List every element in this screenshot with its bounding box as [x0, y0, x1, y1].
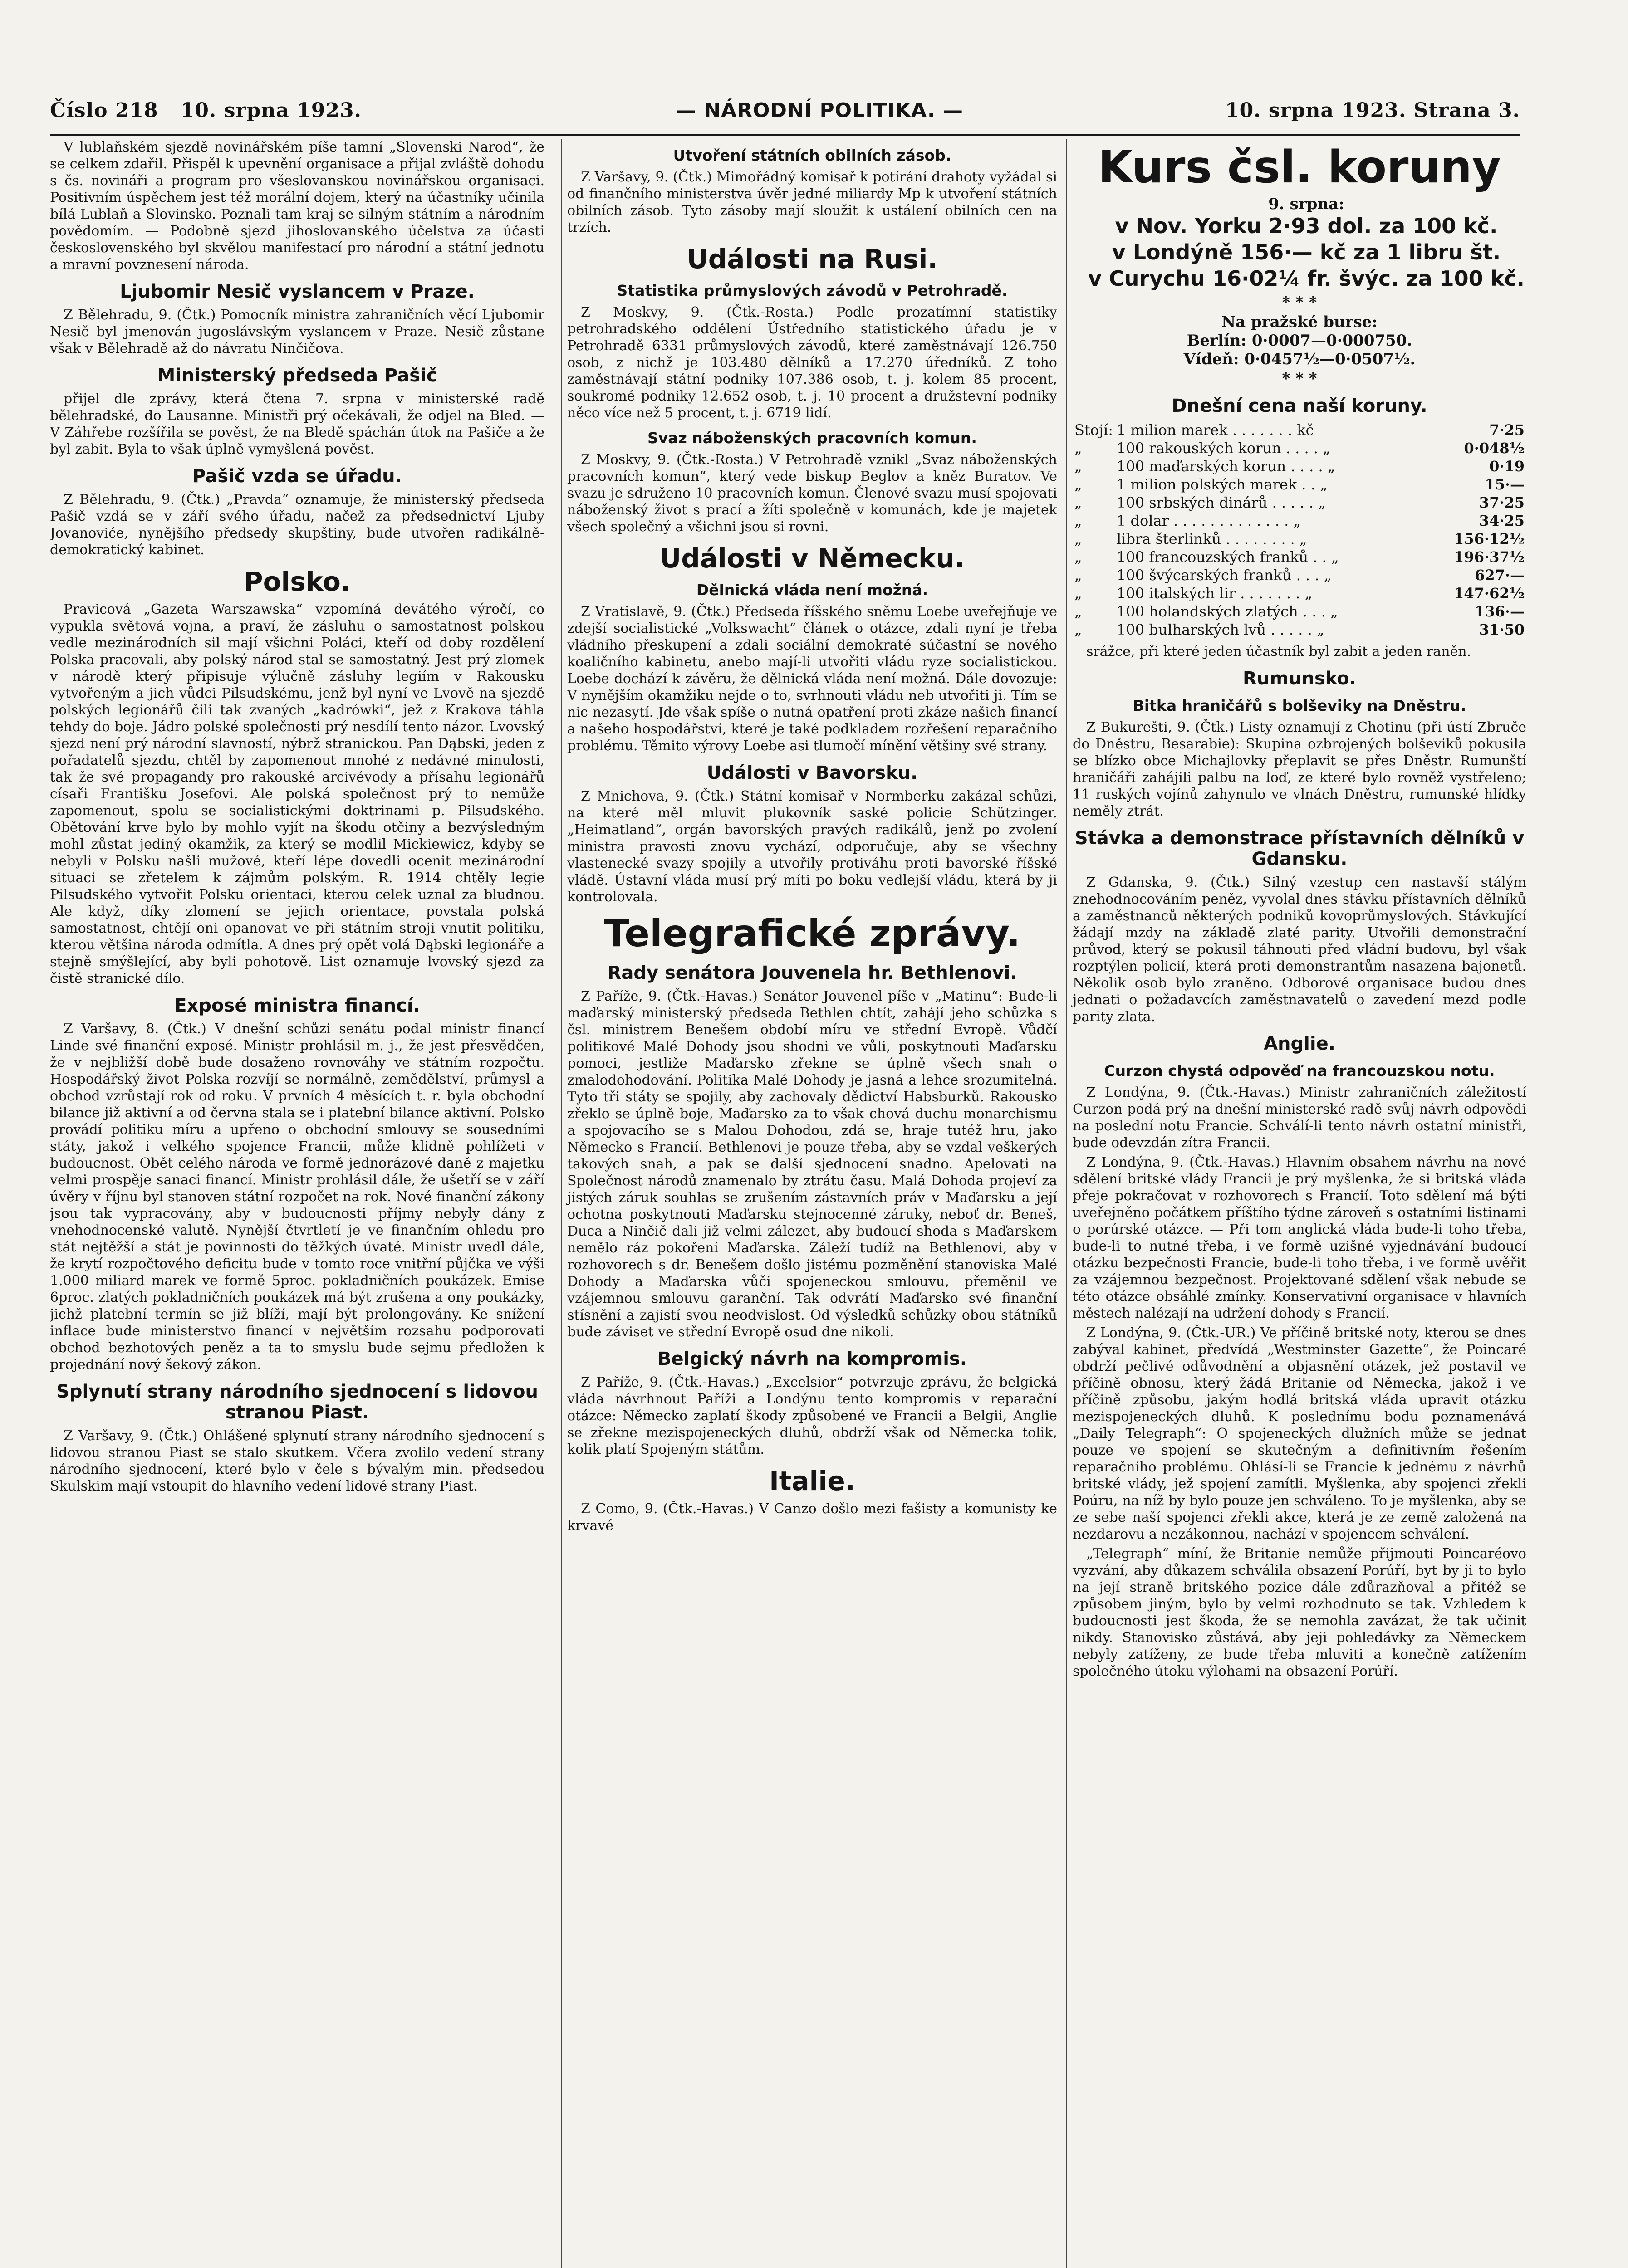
section-heading: Italie.	[769, 1466, 855, 1496]
article-text: Z Bělehradu, 9. (Čtk.) Pomocník ministra zahraničních věcí Ljubomir Nesič byl jmenován jugoslávským vyslancem v Praze. Nesič zůstane však v Bělehradě až do návratu Ninčičova.	[50, 307, 544, 357]
article-text: Z Varšavy, 9. (Čtk.) Ohlášené splynutí strany národního sjednocení s lidovou stranou Piast se stalo skutkem. Včera zvolilo vedení strany národního sjednocení, které bylo v čele s bývalým min. předsedou Skulskim mají vstoupit do hlavního vedení lidové strany Piast.	[50, 1428, 544, 1494]
rate-row	[1073, 584, 1526, 602]
rate-value: 7·25	[1489, 421, 1525, 439]
section-heading: Anglie.	[1264, 1033, 1335, 1054]
article-text: Z Londýna, 9. (Čtk.-Havas.) Ministr zahraničních záležitostí Curzon podá prý na dnešní ministerské radě svůj návrh odpovědi na poslední notu Francie. Schválí-li tento návrh ostatní ministři, bude odevzdán zítra Francii.	[1073, 1085, 1526, 1151]
rate-row	[1073, 494, 1526, 512]
article-text: Z Mnichova, 9. (Čtk.) Státní komisař v Normberku zakázal schůzi, na které měl mluvit plukovník saské policie Schützinger. „Heimatland“, orgán bavorských pravých radikálů, jenž po zvolení ministra pravosti znovu vychází, odporučuje, aby se všechny vlastenecké svazy spojily a utvořily protiváhu proti bavorské říšské vládě. Ústavní vláda musí prý míti po boku vedlejší vládu, která by ji kontrolovala.	[567, 788, 1057, 905]
rate-row	[1073, 602, 1526, 621]
article-text: Z Vratislavě, 9. (Čtk.) Předseda říšského sněmu Loebe uveřejňuje ve zdejší socialistické „Volkswacht“ článek o otázce, zdali nyní je třeba vládního přeskupení a zdali sociální demokraté súčastní se nového koaličního kabinetu, anebo mají-li utvořiti vládu ryze socialistickou. Loebe dochází k závěru, že dělnická vláda není možná. Dále dovozuje: V nynějším okamžiku nejde o to, svrhnouti vládu neb utvořiti ji. Tím se nic nezasytí. Jde však spíše o nutná opatření proti zkáze našich financí a našeho hospodářství, které je také podkladem rozřešení reparačního problému. Těmito výrovy Loebe asi tlumočí mínění většiny své strany.	[567, 604, 1057, 754]
article-text: Z Moskvy, 9. (Čtk.-Rosta.) Podle prozatímní statistiky petrohradského oddělení Ústředního statistického úřadu je v Petrohradě 6331 průmyslových závodů, které zaměstnávají 126.750 osob, z nichž je 103.480 dělníků a 17.270 úředníků. Z toho zaměstnávají státní podniky 107.386 osob, t. j. kolem 85 procent, soukromé podniky 12.652 osob, t. j. 10 procent a družstevní podniky něco více než 5 procent, t. j. 6719 lidí.	[567, 304, 1057, 421]
masthead: — NÁRODNÍ POLITIKA. —	[676, 99, 963, 122]
rate-prefix: „	[1074, 585, 1082, 602]
rate-value: 627·—	[1475, 567, 1525, 584]
rate-label: 100 švýcarských franků . . . „	[1116, 567, 1332, 584]
rate-prefix: „	[1074, 458, 1082, 475]
headline: Rady senátora Jouvenela hr. Bethlenovi.	[607, 963, 1017, 983]
article-text: Z Varšavy, 8. (Čtk.) V dnešní schůzi senátu podal ministr financí Linde své finanční exposé. Ministr prohlásil m. j., že jest přesvědčen, že v nejbližší době bude dosaženo rovnováhy ve státním rozpočtu. Hospodářský život Polska rozvíjí se normálně, zemědělství, průmysl a obchod vzrůstají rok od roku. V prvních 4 měsících t. r. byla obchodní bilance již aktivní a od června stala se i platební bilance aktivní. Polsko provádí politiku míru a upřeno o obchodní smlouvy se sousedními státy, jakož i velkého spojence Francii, může klidně pohlížeti v budoucnost. Obět celého národa ve formě jednorázové daně z majetku velmi prospěje sanaci financí. Ministr prohlásil dále, že ušetří se v září úvěry v říjnu byl stanoven státní rozpočet na rok. Nové finanční zákony jsou tak vypracovány, aby v budoucnosti příjmy nebyly dány z vnehodnocenské valutě. Nynější čtvrtletí je ve finančním ohledu pro stát nejtěžší a stát je povinnosti do těžkých úvaté. Ministr uvedl dále, že krytí rozpočtového deficitu bude v tomto roce vnitřní půjčka ve výši 1.000 miliard marek ve formě 5proc. pokladničních poukázek. Emise 6proc. zlatých pokladničních poukázek má být zrušena a ony poukázky, jichž platební termín se již blíží, mají být prolongovány. Ke snížení inflace bude ministerstvo financí v největším rozsahu podporovati obchod bezhotových peněz a ta to smyslu bude sejmu předložen k projednání nový šekový zákon.	[50, 1021, 544, 1373]
rate-prefix: „	[1074, 548, 1082, 566]
article-text: Z Londýna, 9. (Čtk.-Havas.) Hlavním obsahem návrhu na nové sdělení britské vlády Francii je prý myšlenka, že si britská vláda přeje pokračovat v rozhovorech s Francií. Toto sdělení má býti uveřejněno počátkem příštího týdne zároveň s ostatními listinami o porúrské otázce. — Při tom anglická vláda bude-li toho třeba, bude-li to nutné třeba, i ve formě uzišné vyjednávání budoucí otázku bezpečnosti Francie, bude-li toho třeba, i ve formě uvěřit za vzájemnou bezpečnost. Projektované sdělení však nebude se této otázce obsáhlé zmínky. Konservativní organisace v hlavních městech nalézají na udržení dohody s Francií.	[1073, 1154, 1526, 1321]
subheadline: Bitka hraničářů s bolševiky na Dněstru.	[1133, 697, 1466, 714]
rate-label: 100 rakouských korun . . . . „	[1116, 440, 1330, 457]
rate-label: 1 milion polských marek . . „	[1116, 476, 1328, 493]
article-text: Z Gdanska, 9. (Čtk.) Silný vzestup cen nastavší stálým znehodnocováním peněz, vyvolal dnes stávku přístavních dělníků a zaměstnanců některých podniků kovoprůmyslových. Stávkující žádají mzdy na základě zlaté parity. Utvořili demonstrační průvod, který se pokusil táhnouti před vládní budovu, byl však rozptýlen policií, která proti demonstrantům nasazena bajonetů. Několik osob bylo zraněno. Odborové organisace budou dnes jednati o požadavcích zaměstnavatelů o zavedení mezd podle parity zlata.	[1073, 875, 1526, 1025]
headline: Belgický návrh na kompromis.	[657, 1349, 967, 1369]
rate-value: 34·25	[1479, 512, 1525, 529]
exchange-rate-date: 9. srpna:	[1268, 195, 1344, 213]
burse-vienna: Vídeň: 0·0457½—0·0507½.	[1183, 350, 1416, 368]
rate-row	[1073, 457, 1526, 475]
article-text: Z Londýna, 9. (Čtk.-UR.) Ve příčině britské noty, kterou se dnes zabýval kabinet, předvídá „Westminster Gazette“, že Poincaré obdrží pečlivé odůvodnění a objasnění otázek, jež postavil ve příčině obnosu, který žádá Britanie od Německa, jakož i ve příčině způsobu, jakým hodlá britská vláda upravit otázku mezispojeneckých dluhů. K poslednímu bodu poznamenává „Daily Telegraph“: O spojeneckých dlužních může se jednat pouze ve spojení se skutečným a definitivním řešením reparačního problému. Ohlásí-li se Francie k jednému z návrhů britské vlády, jež spojení zamítli. Myšlenka, aby spojenci zřekli Poúru, na níž by bylo pouze jen schváleno. To je myšlenka, aby se ze sebe naší spojenci zřekli akce, která je ze země založená na nezdarovu a nezákonnou, nachází v spojencem schválení.	[1073, 1325, 1526, 1542]
rate-row	[1073, 548, 1526, 566]
rate-row	[1073, 530, 1526, 548]
article-text: Z Moskvy, 9. (Čtk.-Rosta.) V Petrohradě vznikl „Svaz náboženských pracovních komun“, který vede biskup Beglov a kněz Buratov. Ve svazu je sdruženo 10 pracovních komun. Členové svazu musí spojovati náboženský život s prací a žíti společně v komunách, kde je majetek všech společný a všichni jsou si rovni.	[567, 452, 1057, 535]
burse-berlin: Berlín: 0·0007—0·000750.	[1187, 332, 1412, 350]
headline: Stávka a demonstrace přístavních dělníků v Gdansku.	[1074, 828, 1525, 870]
issue-info: Číslo 218 10. srpna 1923.	[50, 99, 362, 122]
section-heading: Telegrafické zprávy.	[604, 912, 1020, 955]
rate-label: 100 srbských dinárů . . . . . „	[1116, 494, 1326, 511]
exchange-rate-title: Kurs čsl. koruny	[1098, 142, 1501, 193]
rate-label: libra šterlinků . . . . . . . . „	[1116, 530, 1307, 547]
rate-prefix: „	[1074, 530, 1082, 547]
section-heading: Rumunsko.	[1243, 668, 1356, 689]
rate-label: 1 dolar . . . . . . . . . . . . . „	[1116, 512, 1301, 529]
rate-row	[1073, 512, 1526, 530]
burse-title: Na pražské burse:	[1221, 313, 1378, 331]
column-3	[1066, 139, 1526, 2268]
article-text: srážce, při které jeden účastník byl zabit a jeden raněn.	[1086, 644, 1471, 660]
subheadline: Curzon chystá odpověď na francouzskou notu.	[1104, 1062, 1495, 1080]
rate-value: 0·048½	[1464, 440, 1525, 457]
article-text: Z Bukurešti, 9. (Čtk.) Listy oznamují z Chotinu (při ústí Zbruče do Dněstru, Besarabie): Skupina ozbrojených bolševiků pokusila se blízko obce Michajlovky přeplavit se přes Dněstr. Rumunští hraničáři zahájili palbu na loď, ze které bylo rovněž vystřeleno; 11 ruských vojínů zahynulo ve vlnách Dněstru, rumunské hlídky neměly ztrát.	[1073, 719, 1526, 819]
article-text: Pravicová „Gazeta Warszawska“ vzpomíná devátého výročí, co vypukla světová vojna, a praví, že zásluhu o samostatnost polskou vedle mezinárodních sil mají všichni Poláci, kteří od doby rozdělení Polska pracovali, aby polský národ stal se samostatný. Jest prý zlomek v národě který připisuje výlučně zásluhy legiím v Rakousku vytvořeným a jich vůdci Pilsudskému, jenž byl nyní ve Lvově na sjezdě polských legionářů čili tak zvaných „kadrówki“, jež z Krakova táhla tehdy do boje. Jádro polské společnosti prý nesdílí tento názor. Lvovský sjezd není prý národní slavností, nýbrž stranickou. Pan Dąbski, jeden z pořadatelů sjezdu, chtěl by zapomenout mnohé z nedávné minulosti, tak že své propagandy pro rakouské arcivévody a přísahu legionářů císaři Františku Josefovi. Ale polská společnost prý to nemůže zapomenout, spolu se socialistickými doktrinami p. Pilsudského. Obětování krve bylo by mohlo vyjít na škodu otčiny a bezvýsledným mohl zůstat jediný okamžik, za který se modlil Mickiewicz, kdyby se nebyli v Polsku našli mužové, kteří lépe dovedli ocenit mezinárodní situaci se zřetelem k zájmům polským. R. 1914 chtěly legie Pilsudského vytvořit Polsku orientaci, kterou celek uznal za bludnou. Ale když, díky zlomení se jejich orientace, povstala polská samostatnost, chtějí oni opanovat ve při státním stroji vnutit politiku, kterou většina národa odmítla. A dnes prý opět volá Dąbski legionáře a stejně smýšlející, aby byli pohotově. List oznamuje lvovský sjezd za čistě stranické dílo.	[50, 601, 544, 987]
subheadline: Dělnická vláda není možná.	[696, 581, 928, 599]
rate-prefix: „	[1074, 494, 1082, 511]
rate-value: 0·19	[1489, 458, 1525, 475]
section-heading: Polsko.	[244, 566, 351, 597]
headline: Události v Bavorsku.	[706, 763, 918, 783]
column-1	[50, 139, 544, 2268]
article-text: Z Como, 9. (Čtk.-Havas.) V Canzo došlo mezi fašisty a komunisty ke krvavé	[567, 1501, 1057, 1534]
rate-prefix: „	[1074, 621, 1082, 638]
separator-stars: * * *	[1282, 370, 1317, 388]
section-heading: Události na Rusi.	[687, 244, 938, 274]
headline: Svaz náboženských pracovních komun.	[647, 429, 977, 447]
page-date-number: 10. srpna 1923. Strana 3.	[1225, 99, 1520, 122]
rate-prefix: „	[1074, 567, 1082, 584]
rate-row	[1073, 475, 1526, 494]
rate-prefix: „	[1074, 512, 1082, 529]
rate-value: 156·12½	[1454, 530, 1525, 547]
rate-row	[1073, 621, 1526, 639]
headline: Ljubomir Nesič vyslancem v Praze.	[120, 281, 475, 302]
headline: Utvoření státních obilních zásob.	[673, 147, 951, 164]
rate-label: 100 maďarských korun . . . . „	[1116, 458, 1335, 475]
rate-prefix: „	[1074, 440, 1082, 457]
article-text: Z Varšavy, 9. (Čtk.) Mimořádný komisař k potírání drahoty vyžádal si od finančního ministerstva úvěr jedné miliardy Mp k utvoření státních obilních zásob. Tyto zásoby mají sloužit k ustálení obilních cen na trzích.	[567, 169, 1057, 235]
headline: Exposé ministra financí.	[174, 995, 420, 1016]
rate-row	[1073, 566, 1526, 584]
rate-value: 136·—	[1475, 603, 1525, 620]
rate-label: 100 italských lir . . . . . . . „	[1116, 585, 1313, 602]
rate-prefix: „	[1074, 476, 1082, 493]
rates-table	[1073, 421, 1526, 639]
article-text: „Telegraph“ míní, že Britanie nemůže přijmouti Poincaréovo vyzvání, aby důkazem schválila obsazení Porúří, byt by ji to bylo na její straně britského pozice dále zdůrazňoval a přitéž se způsobem jiným, bylo by velmi rozhodnuto se tak. Vzhledem k budoucnosti jest škoda, že se nemohla zavázat, že tak učinit nikdy. Stanovisko zůstává, aby jeji pohledávky za Německem nebyly zatíženy, ze bude třeba mluviti a konečně zatížením společného útoku výlohami na obsazení Porúří.	[1073, 1546, 1526, 1679]
exchange-rate-newyork: v Nov. Yorku 2·93 dol. za 100 kč.	[1115, 214, 1498, 238]
rate-value: 196·37½	[1454, 548, 1525, 566]
headline: Ministerský předseda Pašič	[157, 365, 437, 386]
page-header	[50, 99, 1520, 131]
section-heading: Události v Německu.	[660, 543, 965, 574]
rate-value: 15·—	[1485, 476, 1525, 493]
rate-label: 100 holandských zlatých . . . „	[1116, 603, 1338, 620]
rate-label: 100 francouzských franků . . „	[1116, 548, 1339, 566]
rate-value: 31·50	[1479, 621, 1525, 638]
rates-heading: Dnešní cena naší koruny.	[1172, 396, 1427, 416]
exchange-rate-london: v Londýně 156·— kč za 1 libru št.	[1112, 240, 1501, 264]
subheadline: Statistika průmyslových závodů v Petrohradě.	[617, 282, 1008, 299]
rate-prefix: Stojí:	[1074, 421, 1113, 439]
headline: Splynutí strany národního sjednocení s lidovou stranou Piast.	[56, 1381, 538, 1423]
rate-value: 147·62½	[1454, 585, 1525, 602]
separator-stars: * * *	[1282, 293, 1317, 312]
article-text: přijel dle zprávy, která čtena 7. srpna v ministerské radě bělehradské, do Lausanne. Ministři prý očekávali, že odjel na Bled. — V Záhřebe rozšířila se pověst, že na Bledě spáchán útok na Pašiče a že byl zabit. Byla to však úplně vymyšlená pověst.	[50, 391, 544, 457]
column-2	[561, 139, 1057, 2268]
article-text: Z Bělehradu, 9. (Čtk.) „Pravda“ oznamuje, že ministerský předseda Pašič vzdá se v září svého úřadu, načež za předsednictví Ljuby Jovanoviće, nynějšího předsedy skupštiny, bude utvořen radikálně-demokratický kabinet.	[50, 492, 544, 558]
article-text: V lublaňském sjezdě novinářském píše tamní „Slovenski Narod“, že se celkem zdařil. Přispěl k upevnění organisace a přijal zvláště dohodu s čs. novináři a program pro všeslovanskou novinářskou organisaci. Positivním úspěchem jest též morální dojem, který na účastníky učinila bílá Lublaň a Slovinsko. Poznali tam kraj se silným státním a národním povědomím. — Podobně sjezd jihoslovanského účelstva za účasti československého byl skvělou manifestací pro národní a státní jednotu a mravní povznesení národa.	[50, 139, 544, 273]
article-text: Z Paříže, 9. (Čtk.-Havas.) „Excelsior“ potvrzuje zprávu, že belgická vláda návrhnout Paříži a Londýnu tento kompromis v reparační otázce: Německo zaplatí škody způsobené ve Francii a Belgii, Anglie se zřekne mezispojeneckých dluhů, obdrží však od Německa tolik, kolik platí Spojeným státům.	[567, 1374, 1057, 1457]
header-rule	[50, 134, 1520, 136]
rate-prefix: „	[1074, 603, 1082, 620]
rate-label: 100 bulharských lvů . . . . . „	[1116, 621, 1324, 638]
article-text: Z Paříže, 9. (Čtk.-Havas.) Senátor Jouvenel píše v „Matinu“: Bude-li maďarský ministerský předseda Bethlen chtít, zahájí jeho schůzka s čsl. ministrem Benešem období míru ve střední Evropě. Vůdčí politikové Malé Dohody jsou shodni ve vůli, poskytnouti Maďarsku pomoci, jestliže Maďarsko zřekne se úplně všech snah o zmalodohodování. Politika Malé Dohody je jasná a lehce srozumitelná. Tyto tři státy se spojily, aby zachovaly dědictví Habsburků. Rakousko zřeklo se úplně boje, Maďarsko za to však chová duchu monarchismu a spojovacího se s Malou Dohodou, zdá se, hraje tutéž hru, jako Německo s Francií. Bethlenovi je pouze třeba, aby se vzdal veškerých takových snah, a pak se další sjednocení snadno. Apelovati na Společnost národů znamenalo by ztrátu času. Malá Dohoda projeví za jistých záruk souhlas se zrušením zástavních práv v Maďarsku a její ochotna poskytnouti Maďarsku stejnocenné záruky, neboť dr. Beneš, Duca a Ninčič dali již velmi zálezet, aby budoucí shoda s Maďarskem nemělo ráz pokoření Maďarska. Záleží tudíž na Bethlenovi, aby v rozhovorech s dr. Benešem došlo jistému pozměnění stanoviska Malé Dohody a Maďarska vůči spojeneckou smlouvu, přeměnil ve vzájemnou smlouvu garanční. Tak odvrátí Maďarsko své finanční stísnění a zajistí svou neodvislost. Od výsledků schůzky obou státníků bude záviset ve střední Evropě osud dne nikoli.	[567, 988, 1057, 1340]
headline: Pašič vzda se úřadu.	[192, 466, 402, 487]
rate-label: 1 milion marek . . . . . . . kč	[1116, 421, 1314, 439]
exchange-rate-zurich: v Curychu 16·02¼ fr. švýc. za 100 kč.	[1088, 266, 1525, 291]
rate-row	[1073, 421, 1526, 439]
rate-value: 37·25	[1479, 494, 1525, 511]
rate-row	[1073, 439, 1526, 457]
